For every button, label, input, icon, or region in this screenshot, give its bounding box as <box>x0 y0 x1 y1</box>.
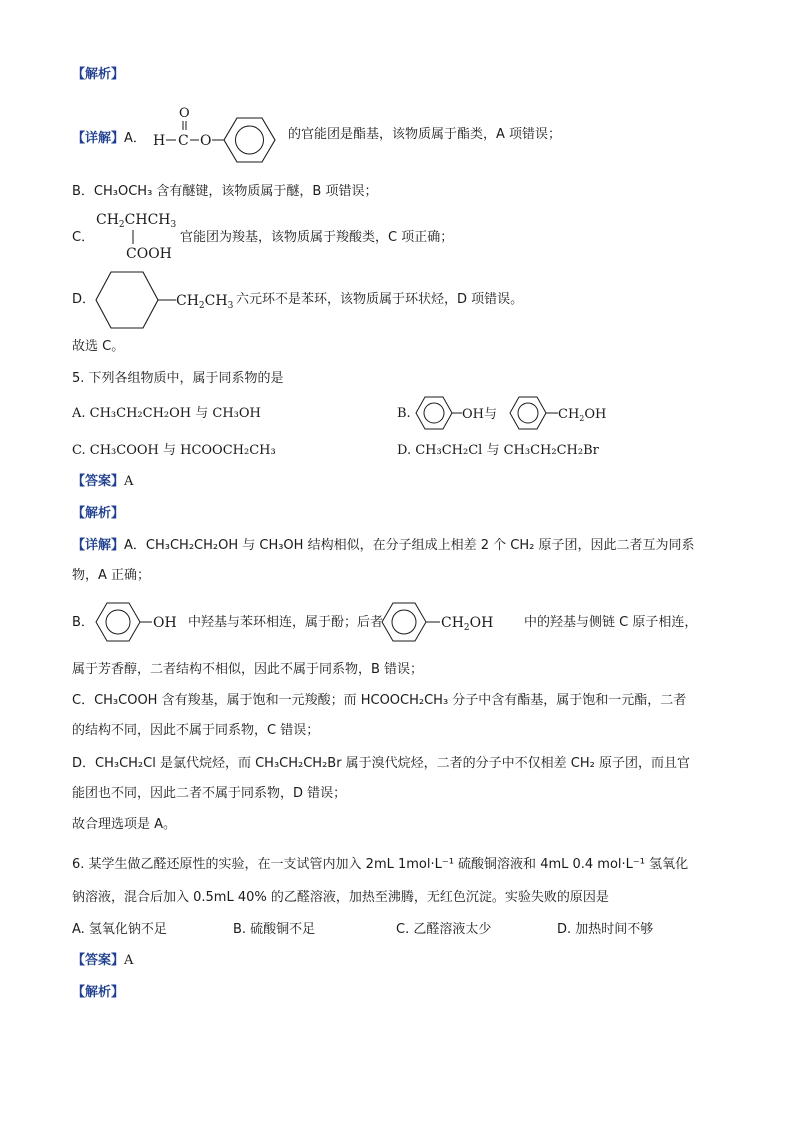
benzyl-ch2oh: $CH_2OH$ <box>558 407 607 423</box>
q5-option-d: D. CH₃CH₂Cl 与 CH₃CH₂CH₂Br <box>397 443 599 458</box>
q5-detail-c2: 的结构不同，因此不属于同系物，C 错误； <box>72 723 320 738</box>
q5-detail-phenol <box>92 600 192 644</box>
q5-detail-c1: C．CH₃COOH 含有羧基，属于饱和一元羧酸；而 HCOOCH₂CH₃ 分子中含有酯基，属于饱和一元酯，二者 <box>72 693 687 708</box>
q5-answer: A <box>124 474 134 489</box>
q5-detail-ch2oh: $CH_2OH$ <box>441 615 494 633</box>
detail-a-prefix: A． <box>124 131 146 146</box>
q5-conclusion: 故合理选项是 A。 <box>72 817 177 832</box>
q5-option-b-and: 与 <box>484 407 498 422</box>
ester-carbonyl-o: O <box>179 106 190 121</box>
q5-detail-b-mid: 中羟基与苯环相连，属于酚；后者 <box>188 615 384 630</box>
methylbutanoic-acid-structure <box>92 208 192 264</box>
ethylcyclohexane-structure <box>94 270 244 330</box>
q6-answer-tag: 【答案】 <box>72 953 125 968</box>
q5-detail-phenol-oh: OH <box>153 615 177 631</box>
ester-o: O <box>200 133 212 149</box>
choose-c: 故选 C。 <box>72 339 125 354</box>
q5-detail-a2: 物，A 正确； <box>72 568 151 583</box>
q6-answer: A <box>124 953 134 968</box>
q6-option-a: A. 氢氧化钠不足 <box>72 922 167 937</box>
q5-option-a: A. CH₃CH₂CH₂OH 与 CH₃OH <box>72 406 261 421</box>
phenyl-formate-structure <box>148 100 288 162</box>
q5-option-c: C. CH₃COOH 与 HCOOCH₂CH₃ <box>72 443 276 458</box>
q5-option-b-structures <box>412 396 627 432</box>
q5-answer-line <box>72 473 133 491</box>
q6-option-b: B. 硫酸铜不足 <box>233 922 316 937</box>
q5-stem: 5. 下列各组物质中，属于同系物的是 <box>72 371 284 386</box>
q6-option-d: D. 加热时间不够 <box>557 922 654 937</box>
q5-analysis-tag: 【解析】 <box>72 506 125 521</box>
detail-tag: 【详解】 <box>72 131 125 146</box>
q5-detail-d1: D．CH₃CH₂Cl 是氯代烷烃，而 CH₃CH₂CH₂Br 属于溴代烷烃，二者的分子中不仅相差 CH₂ 原子团，而且官 <box>72 756 691 771</box>
ester-c: C <box>178 133 189 149</box>
q5-detail-b-end: 中的羟基与侧链 C 原子相连， <box>524 615 698 630</box>
detail-d-text: 六元环不是苯环，该物质属于环状烃，D 项错误。 <box>236 292 524 307</box>
q5-detail-b2: 属于芳香醇，二者结构不相似，因此不属于同系物，B 错误； <box>72 662 424 677</box>
detail-a-line <box>72 130 146 148</box>
detail-c-prefix: C． <box>72 230 95 245</box>
detail-d-prefix: D． <box>72 292 96 307</box>
q5-detail-d2: 能团也不同，因此二者不属于同系物，D 错误； <box>72 786 347 801</box>
q5-detail-a1-line <box>72 537 694 555</box>
q6-stem-1: 6. 某学生做乙醛还原性的实验，在一支试管内加入 2mL 1mol·L⁻¹ 硫酸铜溶液和 4mL 0.4 mol·L⁻¹ 氢氧化 <box>72 857 689 872</box>
chain-cooh: COOH <box>126 246 172 262</box>
q6-option-c: C. 乙醛溶液太少 <box>396 922 492 937</box>
q6-analysis-tag: 【解析】 <box>72 985 125 1000</box>
phenol-oh: OH <box>462 407 484 422</box>
detail-c-text: 官能团为羧基，该物质属于羧酸类，C 项正确； <box>180 230 454 245</box>
q5-detail-b-prefix: B． <box>72 615 94 630</box>
q5-detail-benzyl-alcohol <box>378 600 523 644</box>
q5-detail-tag: 【详解】 <box>72 538 125 553</box>
ethyl-group: $CH_2CH_3$ <box>176 293 234 311</box>
answer-tag: 【答案】 <box>72 474 125 489</box>
q6-answer-line <box>72 952 133 970</box>
q6-stem-2: 钠溶液，混合后加入 0.5mL 40% 的乙醛溶液，加热至沸腾，无红色沉淀。实验失败的原因是 <box>72 890 609 905</box>
ester-h: H <box>153 133 166 149</box>
analysis-tag: 【解析】 <box>72 67 125 82</box>
detail-b-text: B．CH₃OCH₃ 含有醚键，该物质属于醚，B 项错误； <box>72 184 378 199</box>
chain-top: $CH_2CHCH_3$ <box>96 212 177 230</box>
q5-option-b-prefix: B. <box>397 406 411 421</box>
q5-detail-a1: A．CH₃CH₂CH₂OH 与 CH₃OH 结构相似，在分子组成上相差 2 个 CH₂ 原子团，因此二者互为同系 <box>124 538 695 553</box>
detail-a-text: 的官能团是酯基，该物质属于酯类，A 项错误； <box>288 127 562 142</box>
